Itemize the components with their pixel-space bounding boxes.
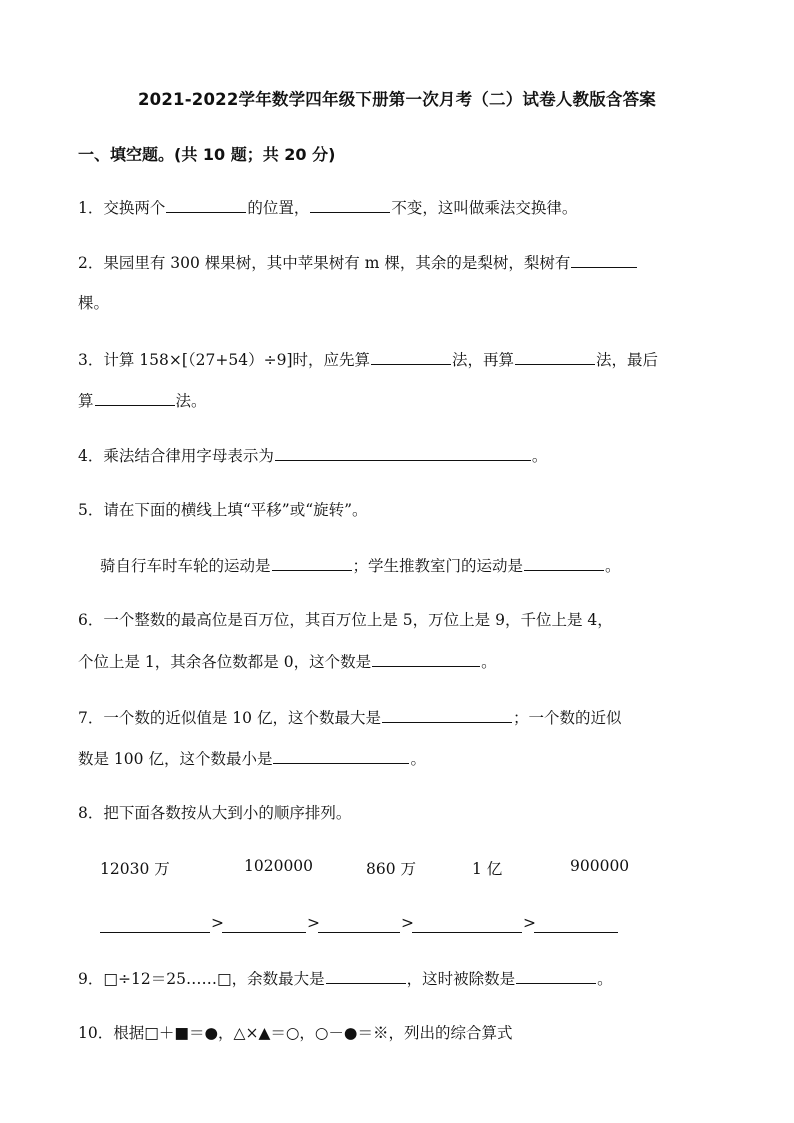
q1-text-b: 的位置，	[247, 199, 310, 217]
q3-text-b: 法，再算	[452, 351, 515, 369]
question-7	[78, 706, 621, 729]
q4-blank-1[interactable]	[275, 444, 531, 461]
q7-text-c: 数是 100 亿，这个数最小是	[78, 750, 273, 768]
q8-number-3: 860 万	[366, 860, 417, 878]
q1-text-a: 1．交换两个	[78, 199, 166, 217]
q6-blank-1[interactable]	[372, 650, 480, 667]
q8-gt-2: >	[307, 914, 320, 932]
question-10	[78, 1022, 512, 1044]
q8-blank-4[interactable]	[412, 932, 522, 933]
question-3-cont	[78, 389, 207, 412]
question-3	[78, 348, 658, 371]
q9-text-b: ，这时被除数是	[406, 970, 516, 988]
q3-text-c: 法，最后	[596, 351, 659, 369]
question-4	[78, 444, 547, 467]
page-title: 2021-2022学年数学四年级下册第一次月考（二）试卷人教版含答案	[138, 90, 656, 109]
q6-text-b: 个位上是 1，其余各位数都是 0，这个数是	[78, 653, 372, 671]
q9-blank-2[interactable]	[516, 967, 596, 984]
q4-text-b: 。	[531, 447, 548, 465]
q8-number-2: 1020000	[244, 857, 314, 875]
q2-text-a: 2．果园里有 300 棵果树，其中苹果树有 m 棵，其余的是梨树，梨树有	[78, 254, 571, 272]
q8-number-4: 1 亿	[472, 860, 503, 878]
section-heading: 一、填空题。(共 10 题；共 20 分)	[78, 145, 336, 164]
q1-text-c: 不变，这叫做乘法交换律。	[391, 199, 578, 217]
q2-text-b: 棵。	[78, 294, 110, 312]
q5-text-a: 5．请在下面的横线上填“平移”或“旋转”。	[78, 501, 368, 519]
q3-blank-3[interactable]	[95, 389, 175, 406]
q8-blank-1[interactable]	[100, 932, 210, 933]
q7-text-a: 7．一个数的近似值是 10 亿，这个数最大是	[78, 709, 381, 727]
q4-text-a: 4．乘法结合律用字母表示为	[78, 447, 274, 465]
q8-gt-3: >	[401, 914, 414, 932]
q7-text-b: ；一个数的近似	[512, 709, 622, 727]
q8-blank-2[interactable]	[222, 932, 306, 933]
question-1	[78, 196, 577, 219]
q6-text-a: 6．一个整数的最高位是百万位，其百万位上是 5，万位上是 9，千位上是 4，	[78, 611, 613, 629]
q8-text-a: 8．把下面各数按从大到小的顺序排列。	[78, 804, 352, 822]
q9-blank-1[interactable]	[326, 967, 406, 984]
q8-number-5: 900000	[570, 857, 630, 875]
question-9	[78, 967, 613, 990]
question-5	[78, 499, 368, 521]
q1-blank-1[interactable]	[166, 196, 246, 213]
question-5-sub	[100, 554, 621, 577]
q7-text-d: 。	[410, 750, 426, 768]
q5-blank-1[interactable]	[272, 554, 352, 571]
question-7-cont	[78, 747, 426, 770]
question-6-cont	[78, 650, 497, 673]
q1-blank-2[interactable]	[310, 196, 390, 213]
question-2	[78, 251, 638, 274]
q3-text-e: 法。	[175, 392, 207, 410]
q5-text-c: ；学生推教室门的运动是	[352, 557, 524, 575]
q5-blank-2[interactable]	[524, 554, 604, 571]
q8-gt-4: >	[523, 914, 536, 932]
q7-blank-2[interactable]	[273, 747, 409, 764]
q9-text-c: 。	[597, 970, 613, 988]
q2-blank-1[interactable]	[571, 251, 637, 268]
q9-text-a: 9．□÷12＝25……□，余数最大是	[78, 970, 325, 988]
q10-text-a: 10．根据□＋■＝●，△×▲＝○，○－●＝※，列出的综合算式	[78, 1024, 513, 1042]
q8-blank-5[interactable]	[534, 932, 618, 933]
q3-text-d: 算	[78, 392, 94, 410]
q3-blank-2[interactable]	[515, 348, 595, 365]
question-8	[78, 802, 351, 824]
q8-blank-3[interactable]	[318, 932, 400, 933]
q8-number-1: 12030 万	[100, 860, 170, 878]
q3-text-a: 3．计算 158×[（27+54）÷9]时，应先算	[78, 351, 370, 369]
q6-text-c: 。	[481, 653, 497, 671]
question-6	[78, 609, 613, 631]
question-2-cont	[78, 292, 109, 314]
q5-text-b: 骑自行车时车轮的运动是	[100, 557, 271, 575]
q5-text-d: 。	[605, 557, 621, 575]
q3-blank-1[interactable]	[371, 348, 451, 365]
q7-blank-1[interactable]	[382, 706, 512, 723]
q8-gt-1: >	[211, 914, 224, 932]
